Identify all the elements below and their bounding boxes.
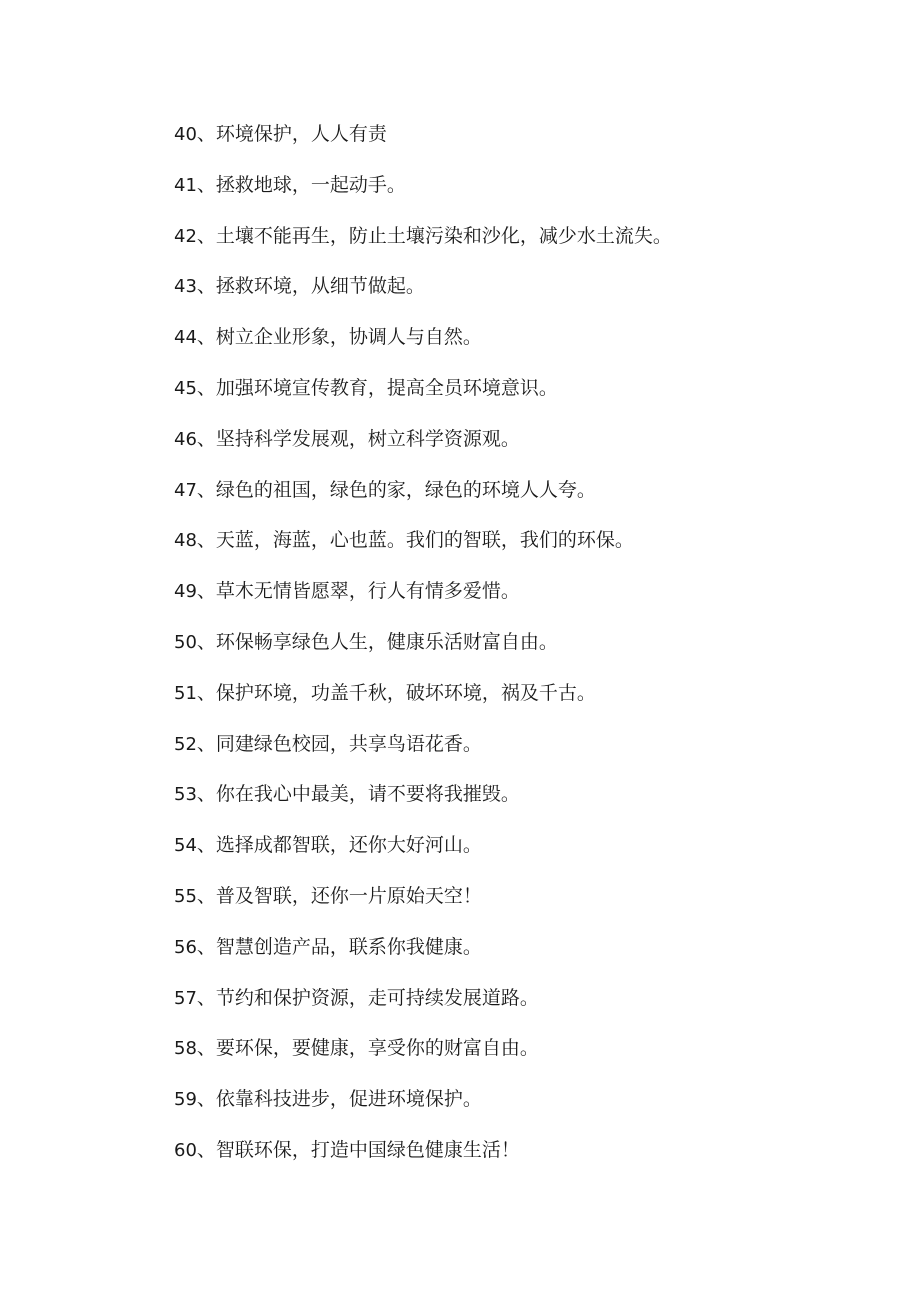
slogan-number: 50	[174, 631, 197, 653]
slogan-number: 49	[174, 581, 197, 603]
slogan-number: 51	[174, 682, 197, 704]
slogan-item-48	[174, 524, 874, 575]
slogan-item-51	[174, 677, 874, 728]
slogan-number: 52	[174, 733, 197, 755]
slogan-number: 58	[174, 1038, 197, 1060]
slogan-text: 、同建绿色校园，共享鸟语花香。	[196, 732, 482, 755]
slogan-item-59	[174, 1083, 874, 1134]
slogan-item-57	[174, 982, 874, 1033]
slogan-number: 40	[174, 124, 197, 145]
slogan-number: 41	[174, 174, 197, 196]
slogan-list	[174, 118, 874, 1185]
slogan-item-47	[174, 474, 874, 525]
slogan-item-52	[174, 728, 874, 779]
slogan-number: 43	[174, 276, 197, 298]
slogan-item-55	[174, 880, 874, 931]
slogan-number: 48	[174, 530, 197, 552]
slogan-text: 、树立企业形象，协调人与自然。	[196, 326, 482, 349]
slogan-item-53	[174, 778, 874, 829]
slogan-text: 、拯救地球，一起动手。	[196, 173, 406, 196]
slogan-text: 、天蓝，海蓝，心也蓝。我们的智联，我们的环保。	[196, 529, 634, 552]
slogan-text: 、依靠科技进步，促进环境保护。	[196, 1088, 482, 1111]
slogan-text: 、你在我心中最美，请不要将我摧毁。	[196, 783, 520, 806]
slogan-number: 42	[174, 225, 197, 247]
slogan-text: 、土壤不能再生，防止土壤污染和沙化，减少水土流失。	[196, 224, 672, 247]
slogan-number: 56	[174, 936, 197, 958]
slogan-text: 、普及智联，还你一片原始天空！	[196, 884, 482, 907]
slogan-item-54	[174, 829, 874, 880]
slogan-text: 、智慧创造产品，联系你我健康。	[196, 935, 482, 958]
slogan-item-46	[174, 423, 874, 474]
slogan-number: 44	[174, 327, 197, 349]
slogan-number: 47	[174, 479, 197, 501]
slogan-number: 54	[174, 835, 197, 857]
slogan-number: 60	[174, 1139, 197, 1161]
slogan-item-45	[174, 372, 874, 423]
slogan-number: 55	[174, 885, 197, 907]
slogan-text: 、绿色的祖国，绿色的家，绿色的环境人人夸。	[196, 478, 596, 501]
slogan-text: 、加强环境宣传教育，提高全员环境意识。	[196, 376, 558, 399]
slogan-item-42	[174, 220, 874, 271]
slogan-item-44	[174, 321, 874, 372]
slogan-text: 、选择成都智联，还你大好河山。	[196, 834, 482, 857]
slogan-text: 、环境保护，人人有责	[196, 123, 387, 145]
slogan-item-60	[174, 1134, 874, 1185]
slogan-text: 、要环保，要健康，享受你的财富自由。	[196, 1037, 539, 1060]
slogan-number: 45	[174, 377, 197, 399]
slogan-text: 、草木无情皆愿翠，行人有情多爱惜。	[196, 580, 520, 603]
slogan-text: 、拯救环境，从细节做起。	[196, 275, 425, 298]
slogan-item-43	[174, 270, 874, 321]
slogan-item-41	[174, 169, 874, 220]
slogan-text: 、坚持科学发展观，树立科学资源观。	[196, 427, 520, 450]
slogan-number: 53	[174, 784, 197, 806]
slogan-text: 、节约和保护资源，走可持续发展道路。	[196, 986, 539, 1009]
slogan-text: 、环保畅享绿色人生，健康乐活财富自由。	[196, 630, 558, 653]
slogan-number: 59	[174, 1089, 197, 1111]
slogan-item-40	[174, 118, 874, 169]
slogan-item-56	[174, 931, 874, 982]
slogan-item-50	[174, 626, 874, 677]
slogan-item-58	[174, 1032, 874, 1083]
slogan-number: 57	[174, 987, 197, 1009]
slogan-text: 、保护环境，功盖千秋，破坏环境，祸及千古。	[196, 681, 596, 704]
slogan-item-49	[174, 575, 874, 626]
slogan-number: 46	[174, 428, 197, 450]
slogan-text: 、智联环保，打造中国绿色健康生活！	[196, 1138, 520, 1161]
